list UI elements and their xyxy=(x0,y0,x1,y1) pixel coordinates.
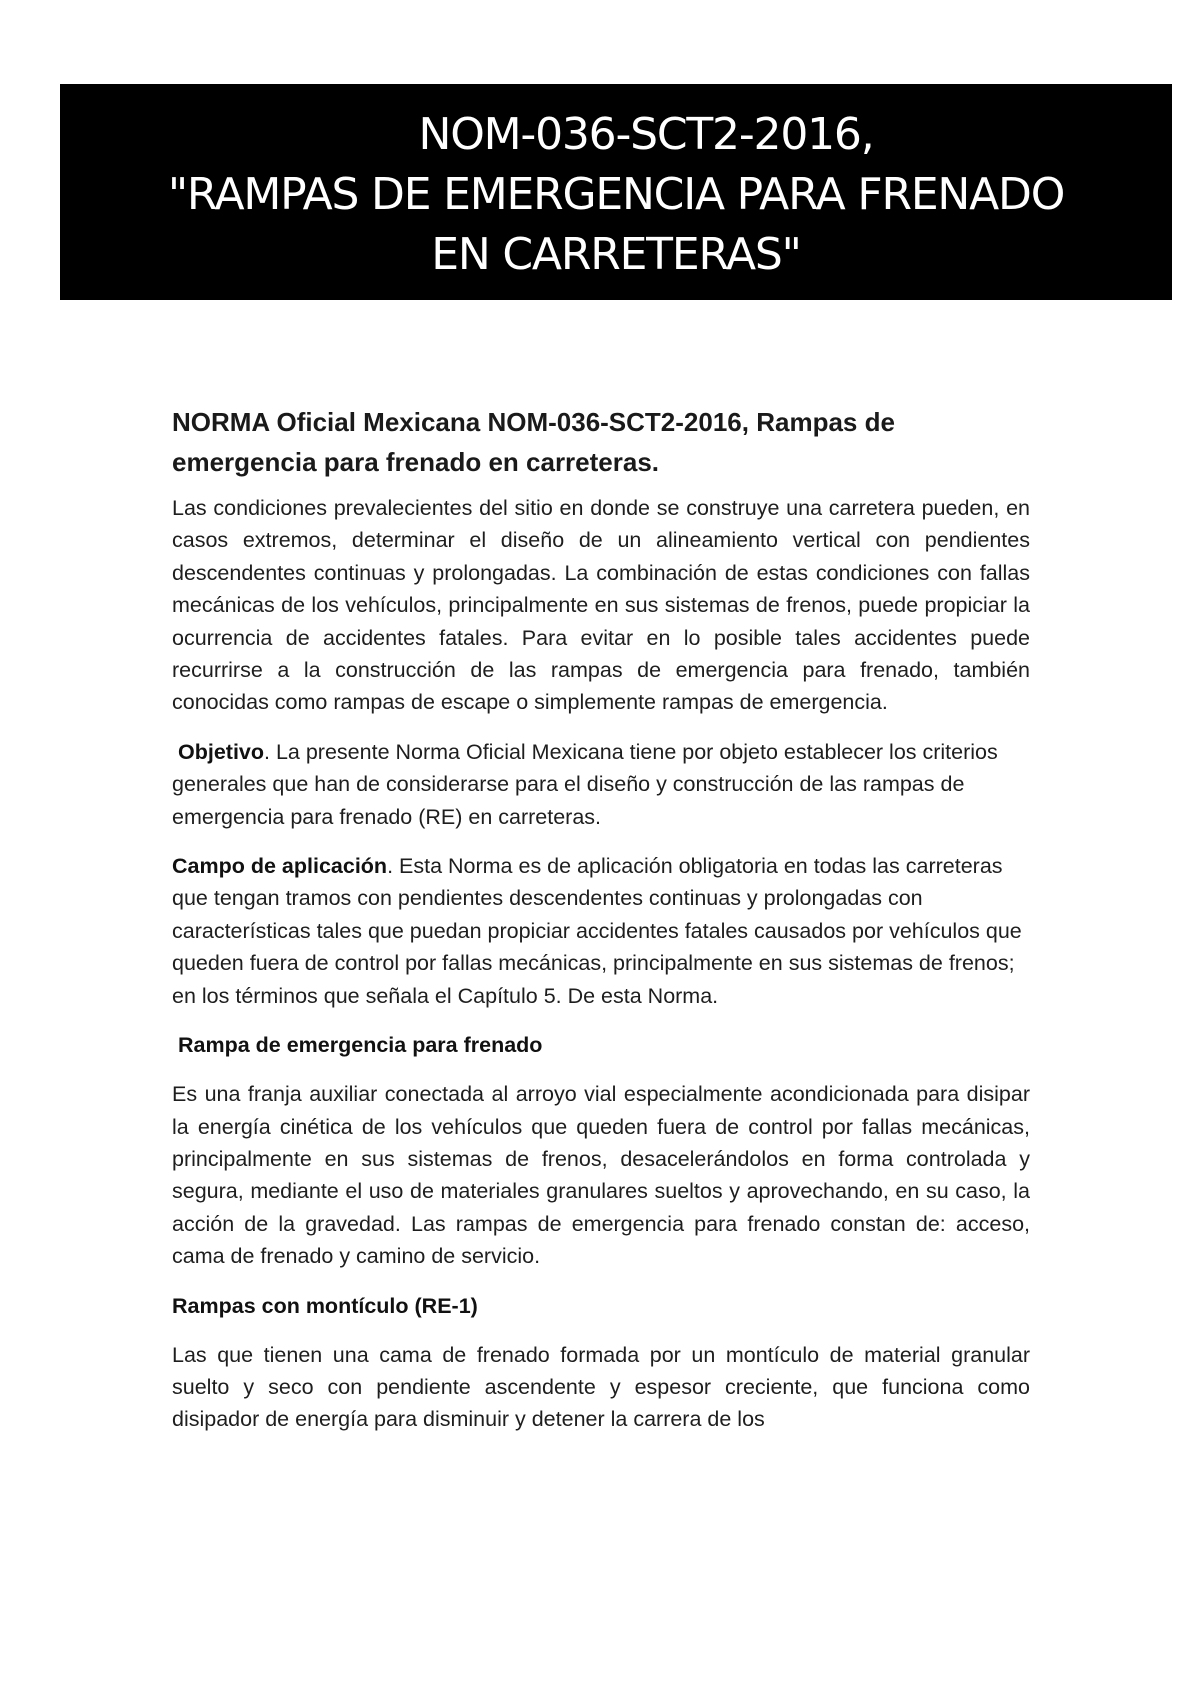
objetivo-text: . La presente Norma Oficial Mexicana tiene por objeto establecer los criterios generales que han de considerarse para el diseño y construcción de las rampas de emergencia para frenado (RE) en carreteras. xyxy=(172,739,998,829)
objetivo-label: Objetivo xyxy=(178,739,265,764)
monticulo-heading: Rampas con montículo (RE-1) xyxy=(172,1293,478,1318)
campo-paragraph xyxy=(172,850,1030,1012)
intro-paragraph: Las condiciones prevalecientes del sitio en donde se construye una carretera pueden, en casos extremos, determinar el diseño de un alineamiento vertical con pendientes descendentes continuas y prolongadas. La combinación de estas condiciones con fallas mecánicas de los vehículos, principalmente en sus sistemas de frenos, puede propiciar la ocurrencia de accidentes fatales. Para evitar en lo posible tales accidentes puede recurrirse a la construcción de las rampas de emergencia para frenado, también conocidas como rampas de escape o simplemente rampas de emergencia. xyxy=(172,496,1030,715)
title-banner xyxy=(60,84,1172,300)
rampa-paragraph: Es una franja auxiliar conectada al arroyo vial especialmente acondicionada para disipar la energía cinética de los vehículos que queden fuera de control por fallas mecánicas, principalmente en sus sistemas de frenos, desacelerándolos en forma controlada y segura, mediante el uso de materiales granulares sueltos y aprovechando, en su caso, la acción de la gravedad. Las rampas de emergencia para frenado constan de: acceso, cama de frenado y camino de servicio. xyxy=(172,1082,1030,1269)
monticulo-paragraph: Las que tienen una cama de frenado formada por un montículo de material granular suelto y seco con pendiente ascendente y espesor creciente, que funciona como disipador de energía para disminuir y detener la carrera de los xyxy=(172,1342,1030,1432)
title-line-1: NOM-036-SCT2-2016, xyxy=(418,109,874,160)
objetivo-paragraph xyxy=(172,736,1030,833)
document-heading: NORMA Oficial Mexicana NOM-036-SCT2-2016, Rampas de emergencia para frenado en carreteras. xyxy=(172,407,895,477)
document-body xyxy=(172,402,1030,1453)
campo-text: . Esta Norma es de aplicación obligatoria en todas las carreteras que tengan tramos con pendientes descendentes continuas y prolongadas con características tales que puedan propiciar accidentes fatales causados por vehículos que queden fuera de control por fallas mecánicas, principalmente en sus sistemas de frenos; en los términos que señala el Capítulo 5. De esta Norma. xyxy=(172,854,1022,1008)
campo-label: Campo de aplicación xyxy=(172,854,388,879)
rampa-heading: Rampa de emergencia para frenado xyxy=(178,1033,543,1058)
title-line-3: EN CARRETERAS" xyxy=(431,229,801,280)
title-line-2: "RAMPAS DE EMERGENCIA PARA FRENADO xyxy=(167,169,1065,220)
